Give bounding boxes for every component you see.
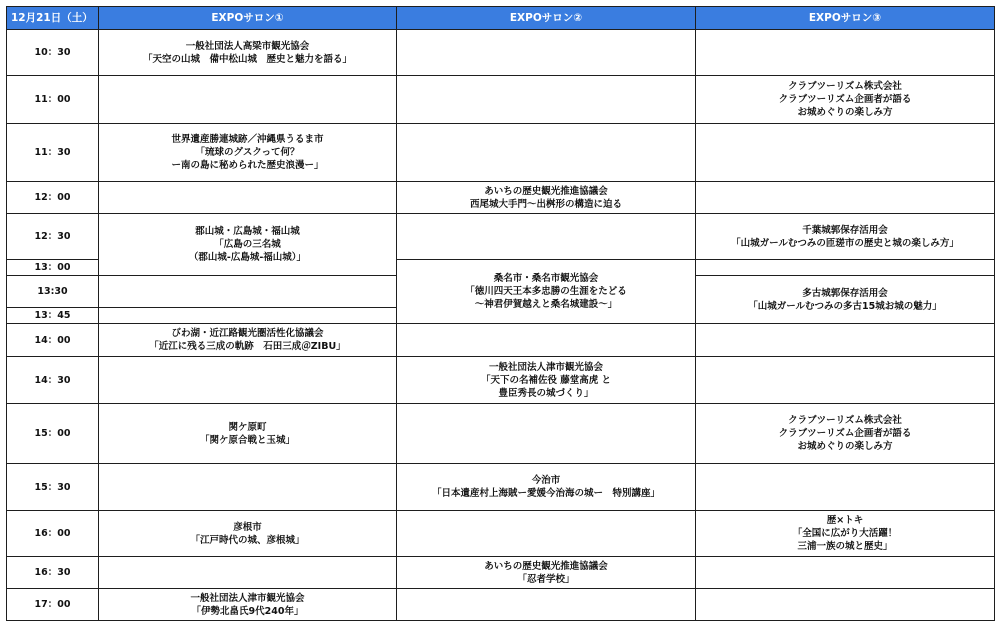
- time-cell: 12：00: [7, 182, 99, 214]
- time-cell: 17：00: [7, 589, 99, 621]
- empty-cell: [397, 511, 696, 557]
- session-cell: [696, 214, 995, 260]
- session-title: 「山城ガールむつみの多古15城お城の魅力」: [748, 300, 942, 312]
- session-cell: [397, 464, 696, 511]
- time-cell: 15：30: [7, 464, 99, 511]
- session-title: お城めぐりの楽しみ方: [797, 107, 893, 118]
- empty-cell: [696, 464, 995, 511]
- empty-cell: [696, 357, 995, 404]
- date-header: 12月21日（土）: [7, 7, 99, 30]
- session-org: クラブツーリズム株式会社: [788, 415, 902, 426]
- session-org: 一般社団法人高梁市観光協会: [185, 40, 310, 52]
- time-cell: 16：30: [7, 557, 99, 589]
- session-org: 桑名市・桑名市観光協会: [493, 273, 599, 284]
- session-title: 「山城ガールむつみの匝瑳市の歴史と城の楽しみ方」: [731, 237, 959, 249]
- session-cell: [99, 214, 397, 276]
- session-org: 郡山城・広島城・福山城: [195, 226, 300, 237]
- session-title: ー南の島に秘められた歴史浪漫ー」: [171, 160, 324, 171]
- session-org: 歴×トキ: [826, 515, 864, 526]
- empty-cell: [696, 30, 995, 76]
- session-cell: [696, 511, 995, 557]
- empty-cell: [99, 308, 397, 324]
- empty-cell: [99, 182, 397, 214]
- time-cell: 13:30: [7, 276, 99, 308]
- time-cell: 15：00: [7, 404, 99, 464]
- table-row: [7, 404, 995, 464]
- session-org: 彦根市: [233, 521, 262, 533]
- table-row: [7, 464, 995, 511]
- empty-cell: [696, 557, 995, 589]
- empty-cell: [99, 276, 397, 308]
- schedule-table: [6, 6, 995, 621]
- time-cell: 14：30: [7, 357, 99, 404]
- empty-cell: [99, 464, 397, 511]
- session-title: ～神君伊賀越えと桑名城建設～」: [474, 299, 618, 310]
- empty-cell: [696, 260, 995, 276]
- session-title: 「広島の三名城: [214, 239, 281, 250]
- session-org: クラブツーリズム株式会社: [788, 81, 902, 92]
- session-cell: [99, 511, 397, 557]
- session-org: 一般社団法人津市観光協会: [488, 361, 603, 373]
- empty-cell: [696, 124, 995, 182]
- table-row: [7, 30, 995, 76]
- session-org: あいちの歴史観光推進協議会: [484, 185, 608, 197]
- empty-cell: [696, 589, 995, 621]
- session-title: 三浦一族の城と歴史」: [797, 541, 893, 552]
- time-cell: 11：00: [7, 76, 99, 124]
- session-title: クラブツーリズム企画者が語る: [778, 94, 912, 105]
- time-cell: 10：30: [7, 30, 99, 76]
- empty-cell: [99, 557, 397, 589]
- session-title: 「伊勢北畠氏9代240年」: [191, 605, 304, 617]
- empty-cell: [696, 324, 995, 357]
- empty-cell: [99, 76, 397, 124]
- session-cell: [397, 182, 696, 214]
- session-title: 「徳川四天王本多忠勝の生涯をたどる: [465, 286, 627, 297]
- session-title: お城めぐりの楽しみ方: [797, 441, 893, 452]
- empty-cell: [397, 214, 696, 260]
- table-row: [7, 511, 995, 557]
- session-org: 今治市: [531, 475, 561, 486]
- session-cell: [99, 124, 397, 182]
- session-cell: [397, 357, 696, 404]
- table-row: [7, 182, 995, 214]
- session-title: 「天下の名補佐役 藤堂高虎 と: [480, 374, 612, 386]
- session-org: あいちの歴史観光推進協議会: [484, 560, 608, 572]
- empty-cell: [397, 589, 696, 621]
- time-cell: 16：00: [7, 511, 99, 557]
- empty-cell: [397, 324, 696, 357]
- session-title: 「日本遺産村上海賊ー愛媛今治海の城ー 特別講座」: [431, 488, 660, 499]
- session-org: 千葉城郭保存活用会: [802, 224, 888, 236]
- session-org: 多古城郭保存活用会: [802, 287, 888, 299]
- session-title: 「琉球のグスクって何？: [195, 147, 300, 158]
- session-org: びわ湖・近江路観光圏活性化協議会: [171, 328, 324, 339]
- table-row: [7, 324, 995, 357]
- empty-cell: [99, 357, 397, 404]
- empty-cell: [397, 30, 696, 76]
- session-title: 「全国に広がり大活躍！: [792, 528, 898, 539]
- empty-cell: [397, 404, 696, 464]
- time-cell: 11：30: [7, 124, 99, 182]
- session-cell: [99, 404, 397, 464]
- time-cell: 14：00: [7, 324, 99, 357]
- session-title: （郡山城-広島城-福山城）」: [188, 252, 307, 263]
- table-row: [7, 214, 995, 260]
- session-title: 西尾城大手門～出桝形の構造に迫る: [469, 198, 622, 210]
- session-title: 「関ケ原合戦と玉城」: [199, 434, 295, 446]
- empty-cell: [397, 76, 696, 124]
- table-row: [7, 557, 995, 589]
- session-cell: [397, 557, 696, 589]
- time-cell: 13：45: [7, 308, 99, 324]
- salon-2-header: EXPOサロン②: [397, 7, 696, 30]
- header-row: [7, 7, 995, 30]
- session-cell: [696, 276, 995, 324]
- session-cell: [99, 324, 397, 357]
- session-org: 関ケ原町: [228, 421, 267, 433]
- table-row: [7, 124, 995, 182]
- session-title: 「近江に残る三成の軌跡 石田三成＠ZIBU」: [149, 341, 346, 352]
- table-row: [7, 357, 995, 404]
- session-cell: [696, 404, 995, 464]
- session-cell: [397, 260, 696, 324]
- empty-cell: [696, 182, 995, 214]
- time-cell: 12：30: [7, 214, 99, 260]
- salon-1-header: EXPOサロン①: [99, 7, 397, 30]
- table-row: [7, 76, 995, 124]
- table-row: [7, 589, 995, 621]
- session-cell: [99, 589, 397, 621]
- session-title: 「天空の山城 備中松山城 歴史と魅力を語る」: [142, 53, 352, 65]
- session-org: 一般社団法人津市観光協会: [190, 592, 305, 604]
- session-title: 「忍者学校」: [517, 573, 575, 585]
- session-cell: [696, 76, 995, 124]
- session-org: 世界遺産勝連城跡／沖縄県うるま市: [171, 134, 324, 145]
- salon-3-header: EXPOサロン③: [696, 7, 995, 30]
- session-title: クラブツーリズム企画者が語る: [778, 428, 912, 439]
- session-title: 豊臣秀長の城づくり」: [498, 387, 594, 399]
- session-title: 「江戸時代の城、彦根城」: [190, 534, 305, 546]
- time-cell: 13：00: [7, 260, 99, 276]
- session-cell: [99, 30, 397, 76]
- empty-cell: [397, 124, 696, 182]
